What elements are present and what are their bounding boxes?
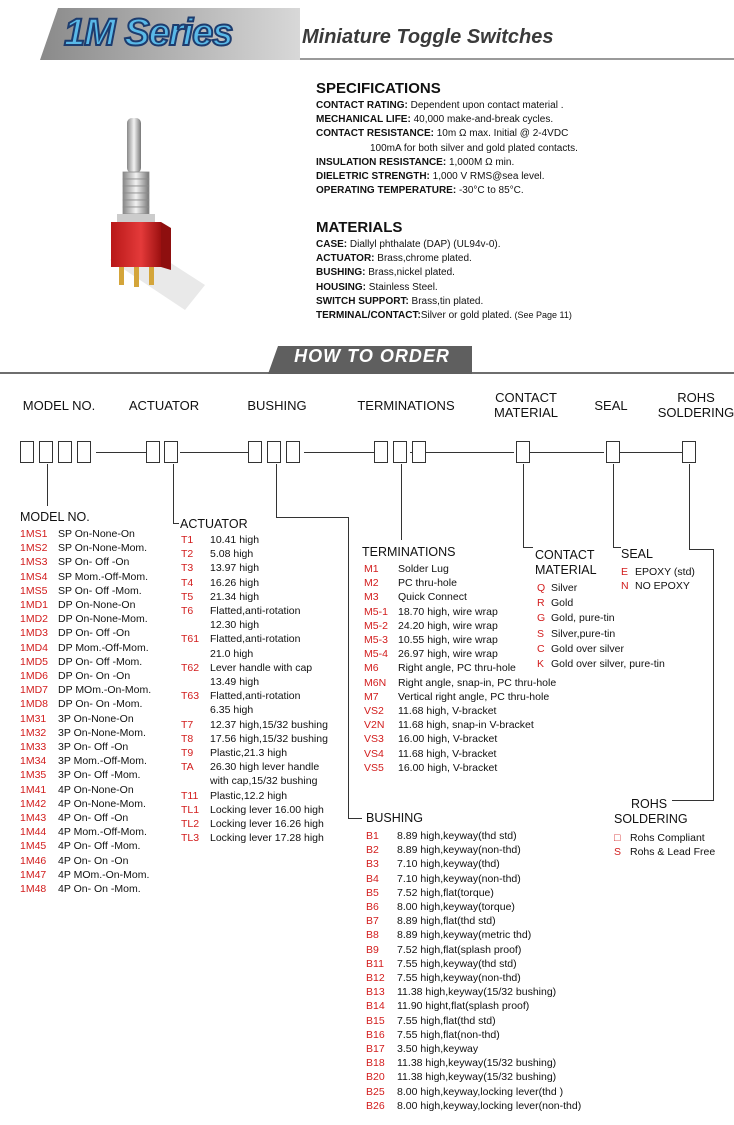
model-item: 1M42 4P On-None-Mom. [20, 797, 146, 810]
leader-line-contact [523, 464, 524, 548]
column-header-actuator: ACTUATOR [128, 398, 200, 413]
termination-item: M5-1 18.70 high, wire wrap [364, 605, 498, 618]
bushing-list [366, 829, 581, 1113]
bushing-item: B16 7.55 high,flat(non-thd) [366, 1028, 500, 1041]
termination-item: M3 Quick Connect [364, 591, 467, 604]
leader-line-seal [613, 547, 621, 548]
leader-line-actuator [173, 523, 179, 524]
actuator-item: 13.49 high [210, 676, 260, 689]
material-line: BUSHING: Brass,nickel plated. [316, 267, 455, 279]
model-item: 1MS4 SP Mom.-Off-Mom. [20, 570, 149, 583]
termination-item: VS3 16.00 high, V-bracket [364, 733, 498, 746]
model-item: 1MS2 SP On-None-Mom. [20, 542, 148, 555]
leader-line-bushing [348, 517, 349, 819]
bushing-group-title: BUSHING [366, 811, 423, 825]
actuator-item: T8 17.56 high,15/32 bushing [181, 732, 328, 745]
model-item: 1MD2 DP On-None-Mom. [20, 613, 148, 626]
actuator-item: TL3 Locking lever 17.28 high [181, 832, 324, 845]
termination-item: M7 Vertical right angle, PC thru-hole [364, 690, 550, 703]
spec-line: DIELETRIC STRENGTH: 1,000 V RMS@sea level. [316, 170, 545, 182]
bushing-item: B20 11.38 high,keyway(15/32 bushing) [366, 1071, 557, 1084]
terminations-group-title: TERMINATIONS [362, 545, 456, 559]
model-item: 1MD3 DP On- Off -On [20, 627, 130, 640]
actuator-item: TA 26.30 high lever handle [181, 761, 320, 774]
spec-line: INSULATION RESISTANCE: 1,000M Ω min. [316, 156, 515, 168]
specifications-title: SPECIFICATIONS [316, 80, 441, 97]
actuator-item: T11 Plastic,12.2 high [181, 789, 288, 802]
material-line: SWITCH SUPPORT: Brass,tin plated. [316, 295, 484, 307]
bushing-item: B2 8.89 high,keyway(non-thd) [366, 844, 521, 857]
bushing-item: B6 8.00 high,keyway(torque) [366, 901, 515, 914]
termination-item: M2 PC thru-hole [364, 577, 457, 590]
code-box [39, 441, 53, 463]
connector-line [530, 452, 604, 453]
code-box [164, 441, 178, 463]
rohs-group-title: ROHS SOLDERING [614, 797, 688, 826]
model-item: 1M46 4P On- On -On [20, 854, 129, 867]
leader-line-bushing [348, 818, 362, 819]
termination-item: VS5 16.00 high, V-bracket [364, 761, 498, 774]
material-line: CASE: Diallyl phthalate (DAP) (UL94v-0). [316, 239, 501, 250]
actuator-item: T4 16.26 high [181, 576, 260, 589]
code-box [412, 441, 426, 463]
model-item: 1M47 4P MOm.-On-Mom. [20, 868, 150, 881]
terminations-list [364, 562, 556, 775]
actuator-item: T62 Lever handle with cap [181, 661, 313, 674]
model-item: 1M33 3P On- Off -On [20, 741, 129, 754]
bushing-item: B15 7.55 high,flat(thd std) [366, 1014, 496, 1027]
series-title: 1M Series [64, 12, 233, 54]
column-header-model: MODEL NO. [22, 398, 96, 413]
material-line: ACTUATOR: Brass,chrome plated. [316, 253, 472, 265]
contact-material-list [537, 581, 665, 672]
spec-line: OPERATING TEMPERATURE: -30°C to 85°C. [316, 185, 524, 197]
termination-item: VS4 11.68 high, V-bracket [364, 747, 497, 760]
model-item: 1M35 3P On- Off -Mom. [20, 769, 141, 782]
column-header-seal: SEAL [594, 398, 628, 413]
contact-material-item: R Gold [537, 597, 574, 610]
model-item: 1MD1 DP On-None-On [20, 599, 136, 612]
seal-group-title: SEAL [621, 547, 653, 561]
model-item: 1MS5 SP On- Off -Mom. [20, 584, 142, 597]
connector-line [620, 452, 682, 453]
leader-line-seal [613, 464, 614, 548]
seal-item: N NO EPOXY [621, 580, 690, 593]
leader-line-rohs [689, 549, 713, 550]
contact-material-group-title: CONTACT MATERIAL [535, 548, 597, 577]
termination-item: M6N Right angle, snap-in, PC thru-hole [364, 676, 557, 689]
code-box [58, 441, 72, 463]
bushing-item: B18 11.38 high,keyway(15/32 bushing) [366, 1057, 557, 1070]
bushing-item: B26 8.00 high,keyway,locking lever(non-thd) [366, 1099, 582, 1112]
bushing-item: B9 7.52 high,flat(splash proof) [366, 943, 522, 956]
column-header-rohs: ROHS SOLDERING [657, 390, 734, 420]
material-line: HOUSING: Stainless Steel. [316, 281, 438, 293]
bushing-item: B7 8.89 high,flat(thd std) [366, 915, 496, 928]
leader-line-bushing [276, 464, 277, 518]
bushing-item: B8 8.89 high,keyway(metric thd) [366, 929, 532, 942]
model-list [20, 527, 151, 896]
spec-line: 100mA for both silver and gold plated contacts. [370, 142, 578, 154]
code-box [20, 441, 34, 463]
leader-line-rohs [689, 464, 690, 550]
model-item: 1M48 4P On- On -Mom. [20, 883, 141, 896]
seal-list [621, 565, 695, 593]
actuator-item: 6.35 high [210, 704, 254, 717]
spec-line: CONTACT RESISTANCE: 10m Ω max. Initial @ 2-4VDC [316, 128, 569, 140]
materials-title: MATERIALS [316, 219, 403, 236]
leader-line-terminations [401, 464, 402, 540]
bushing-item: B25 8.00 high,keyway,locking lever(thd ) [366, 1085, 564, 1098]
termination-item: V2N 11.68 high, snap-in V-bracket [364, 719, 534, 732]
actuator-item: 21.0 high [210, 647, 254, 660]
contact-material-item: G Gold, pure-tin [537, 612, 615, 625]
model-item: 1MS3 SP On- Off -On [20, 556, 130, 569]
model-item: 1MD5 DP On- Off -Mom. [20, 655, 143, 668]
seal-code-box [606, 441, 620, 463]
bushing-item: B11 7.55 high,keyway(thd std) [366, 957, 517, 970]
toggle-switch-illustration [105, 110, 215, 310]
rohs-item: □ Rohs Compliant [614, 832, 705, 844]
actuator-group-title: ACTUATOR [180, 517, 248, 531]
leader-line-contact [523, 547, 533, 548]
termination-item: VS2 11.68 high, V-bracket [364, 705, 497, 718]
actuator-item: T7 12.37 high,15/32 bushing [181, 718, 328, 731]
model-item: 1M45 4P On- Off -Mom. [20, 840, 141, 853]
rohs-code-box [682, 441, 696, 463]
model-item: 1MD8 DP On- On -Mom. [20, 698, 143, 711]
termination-item: M5-3 10.55 high, wire wrap [364, 634, 498, 647]
contact-material-item: K Gold over silver, pure-tin [537, 658, 665, 671]
code-box [77, 441, 91, 463]
bushing-item: B1 8.89 high,keyway(thd std) [366, 830, 517, 842]
contact-material-item: S Silver,pure-tin [537, 627, 616, 640]
rohs-list [614, 831, 715, 859]
code-box [393, 441, 407, 463]
actuator-item: T63 Flatted,anti-rotation [181, 690, 301, 703]
connector-line [304, 452, 374, 453]
page-subtitle: Miniature Toggle Switches [302, 26, 554, 48]
termination-item: M6 Right angle, PC thru-hole [364, 662, 516, 675]
material-line: TERMINAL/CONTACT:Silver or gold plated. (See Page 11) [316, 309, 572, 321]
model-group-title: MODEL NO. [20, 510, 90, 524]
contact-material-item: Q Silver [537, 582, 578, 594]
actuator-item: T1 10.41 high [181, 534, 260, 546]
actuator-item: T9 Plastic,21.3 high [181, 747, 288, 760]
termination-item: M5-4 26.97 high, wire wrap [364, 648, 498, 661]
connector-line [180, 452, 248, 453]
code-box [248, 441, 262, 463]
how-to-order-title: HOW TO ORDER [294, 346, 450, 366]
rohs-item: S Rohs & Lead Free [614, 846, 716, 859]
model-item: 1M34 3P Mom.-Off-Mom. [20, 755, 147, 768]
bushing-item: B3 7.10 high,keyway(thd) [366, 858, 500, 871]
actuator-list [181, 533, 328, 845]
contact-code-box [516, 441, 530, 463]
materials-list [316, 239, 572, 324]
model-item: 1M43 4P On- Off -On [20, 812, 129, 825]
spec-line: CONTACT RATING: Dependent upon contact material . [316, 100, 564, 111]
model-item: 1MD6 DP On- On -On [20, 670, 131, 683]
model-item: 1MD4 DP Mom.-Off-Mom. [20, 641, 149, 654]
model-item: 1M32 3P On-None-Mom. [20, 726, 146, 739]
model-item: 1M31 3P On-None-On [20, 712, 134, 725]
bushing-item: B12 7.55 high,keyway(non-thd) [366, 972, 521, 985]
actuator-item: T6 Flatted,anti-rotation [181, 605, 301, 618]
actuator-item: T3 13.97 high [181, 562, 260, 575]
termination-item: M1 Solder Lug [364, 563, 449, 575]
code-box [286, 441, 300, 463]
actuator-item: 12.30 high [210, 619, 260, 632]
bushing-item: B5 7.52 high,flat(torque) [366, 886, 494, 899]
specifications-list [316, 100, 578, 199]
actuator-item: with cap,15/32 bushing [210, 775, 318, 788]
leader-line-bushing [276, 517, 348, 518]
bushing-item: B14 11.90 hight,flat(splash proof) [366, 1000, 530, 1013]
leader-line-model [47, 464, 48, 506]
bushing-item: B13 11.38 high,keyway(15/32 bushing) [366, 986, 557, 999]
model-item: 1M44 4P Mom.-Off-Mom. [20, 826, 147, 839]
code-box [374, 441, 388, 463]
actuator-item: T2 5.08 high [181, 548, 254, 561]
leader-line-actuator [173, 464, 174, 524]
leader-line-rohs [713, 549, 714, 801]
code-box [146, 441, 160, 463]
termination-item: M5-2 24.20 high, wire wrap [364, 619, 498, 632]
actuator-item: T5 21.34 high [181, 590, 260, 603]
bushing-item: B4 7.10 high,keyway(non-thd) [366, 872, 521, 885]
model-item: 1M41 4P On-None-On [20, 783, 134, 796]
model-item: 1MS1 SP On-None-On [20, 528, 135, 540]
connector-line [96, 452, 146, 453]
model-item: 1MD7 DP MOm.-On-Mom. [20, 684, 152, 697]
actuator-item: T61 Flatted,anti-rotation [181, 633, 301, 646]
seal-item: E EPOXY (std) [621, 566, 695, 578]
spec-line: MECHANICAL LIFE: 40,000 make-and-break cycles. [316, 114, 554, 126]
actuator-item: TL2 Locking lever 16.26 high [181, 818, 324, 831]
column-header-contact-material: CONTACT MATERIAL [493, 390, 559, 420]
column-header-bushing: BUSHING [247, 398, 307, 413]
column-header-terminations: TERMINATIONS [357, 398, 455, 413]
actuator-item: TL1 Locking lever 16.00 high [181, 803, 324, 816]
bushing-item: B17 3.50 high,keyway [366, 1043, 479, 1056]
code-box [267, 441, 281, 463]
contact-material-item: C Gold over silver [537, 642, 624, 655]
